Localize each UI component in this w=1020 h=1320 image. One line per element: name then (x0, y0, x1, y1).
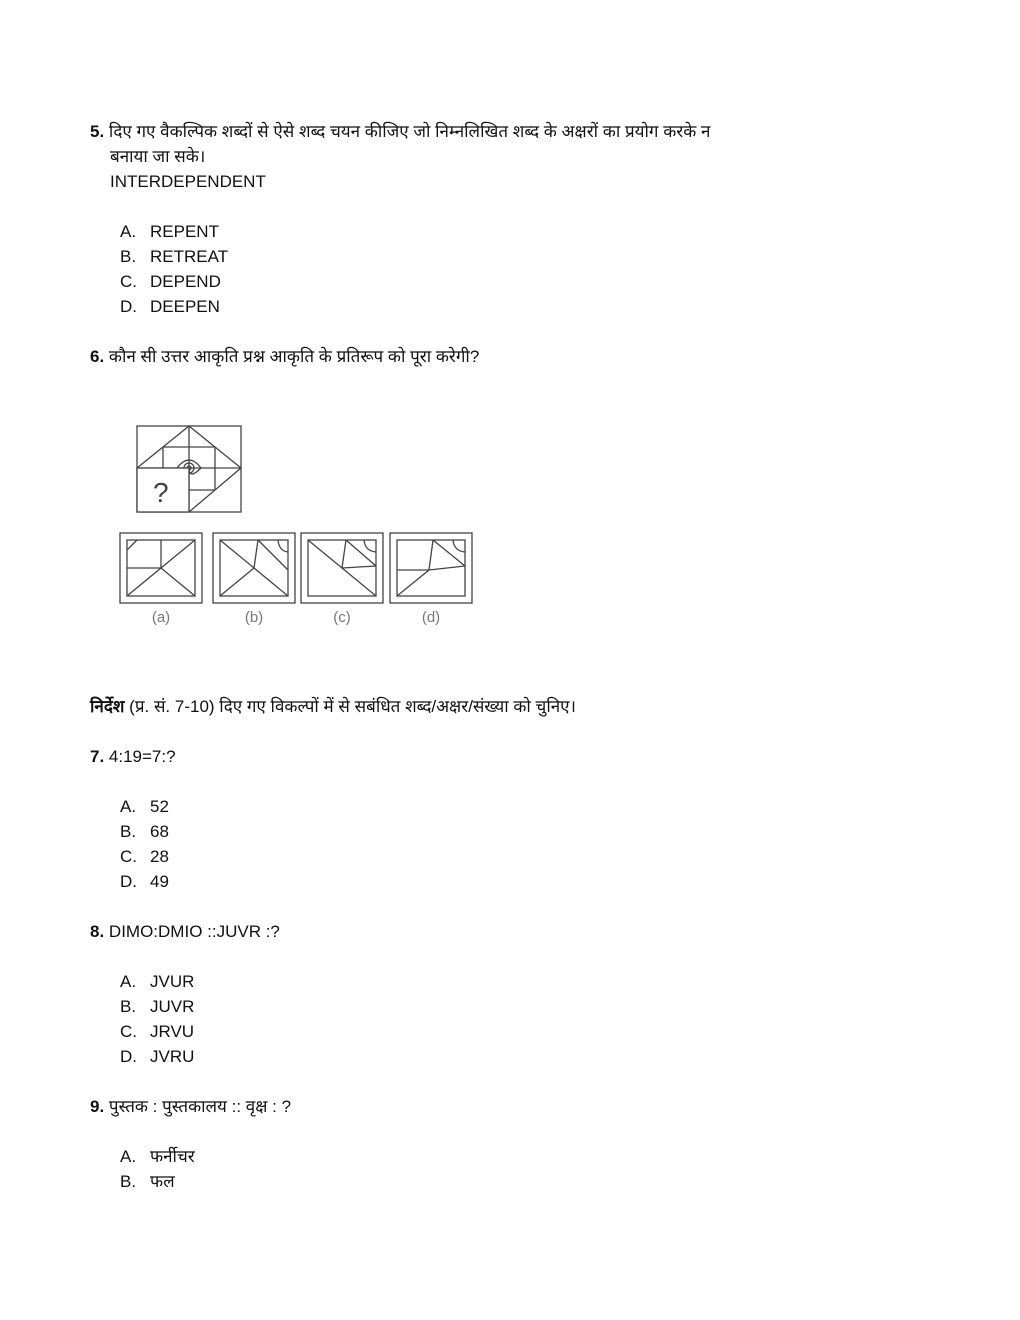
option-text: DEPEND (150, 272, 221, 291)
option-letter: C. (120, 1022, 137, 1041)
option-text: REPENT (150, 222, 219, 241)
option-b (120, 819, 169, 844)
option-text: JVRU (150, 1047, 195, 1066)
question-8 (90, 919, 280, 944)
option-c (120, 844, 169, 869)
option-c (120, 269, 228, 294)
option-a (120, 794, 169, 819)
option-letter: B. (120, 822, 137, 841)
option-letter: A. (120, 1147, 137, 1166)
option-a (120, 1144, 195, 1169)
option-c (120, 1019, 194, 1044)
option-text: JUVR (150, 997, 195, 1016)
option-letter: D. (120, 872, 137, 891)
question-text: पुस्तक : पुस्तकालय :: वृक्ष : ? (108, 1097, 292, 1116)
option-letter: B. (120, 247, 137, 266)
option-letter: A. (120, 972, 137, 991)
option-text: 68 (150, 822, 169, 841)
question-7 (90, 744, 176, 769)
option-d (120, 1044, 194, 1069)
missing-piece-mark: ? (153, 477, 169, 508)
figure-label-b: (b) (244, 609, 264, 626)
question-7-options (120, 794, 169, 894)
question-6-figure (115, 418, 475, 638)
figure-label-a: (a) (151, 609, 171, 626)
option-text: DEEPEN (150, 297, 220, 316)
option-d (120, 869, 169, 894)
question-number: 7. (90, 747, 105, 766)
question-number: 5. (90, 122, 105, 141)
option-letter: C. (120, 272, 137, 291)
option-text: JVUR (150, 972, 195, 991)
option-letter: D. (120, 1047, 137, 1066)
question-9-options (120, 1144, 195, 1194)
directive-text: (प्र. सं. 7-10) दिए गए विकल्पों में से सबंधित शब्द/अक्षर/संख्या को चुनिए। (124, 697, 577, 716)
option-text: 52 (150, 797, 169, 816)
question-number: 9. (90, 1097, 105, 1116)
option-b (120, 994, 194, 1019)
option-letter: A. (120, 222, 137, 241)
option-letter: B. (120, 997, 137, 1016)
option-b (120, 244, 228, 269)
question-number: 8. (90, 922, 105, 941)
figure-label-c: (c) (333, 609, 351, 626)
question-text: DIMO:DMIO ::JUVR :? (108, 922, 280, 941)
question-8-options (120, 969, 194, 1069)
directive-label: निर्देश (90, 697, 125, 716)
option-letter: B. (120, 1172, 137, 1191)
question-text: दिए गए वैकल्पिक शब्दों से ऐसे शब्द चयन कीजिए जो निम्नलिखित शब्द के अक्षरों का प्रयोग करके न (108, 122, 711, 141)
option-text: फल (150, 1172, 175, 1191)
question-text: 4:19=7:? (108, 747, 176, 766)
question-text-cont: बनाया जा सके। (110, 147, 206, 166)
option-text: JRVU (150, 1022, 195, 1041)
option-letter: C. (120, 847, 137, 866)
option-a (120, 969, 194, 994)
option-text: फर्नीचर (150, 1147, 195, 1166)
option-b (120, 1169, 195, 1194)
question-5-options (120, 219, 228, 319)
question-word: INTERDEPENDENT (110, 172, 266, 191)
option-a (120, 219, 228, 244)
question-number: 6. (90, 347, 105, 366)
option-text: 28 (150, 847, 169, 866)
figure-label-d: (d) (421, 609, 441, 626)
question-6 (90, 344, 479, 369)
option-letter: A. (120, 797, 137, 816)
question-9 (90, 1094, 291, 1119)
option-d (120, 294, 228, 319)
option-letter: D. (120, 297, 137, 316)
question-5 (90, 119, 710, 194)
directive (90, 694, 576, 719)
question-text: कौन सी उत्तर आकृति प्रश्न आकृति के प्रतिरूप को पूरा करेगी? (108, 347, 480, 366)
option-text: 49 (150, 872, 169, 891)
figure-pattern-svg (115, 418, 475, 633)
option-text: RETREAT (150, 247, 229, 266)
